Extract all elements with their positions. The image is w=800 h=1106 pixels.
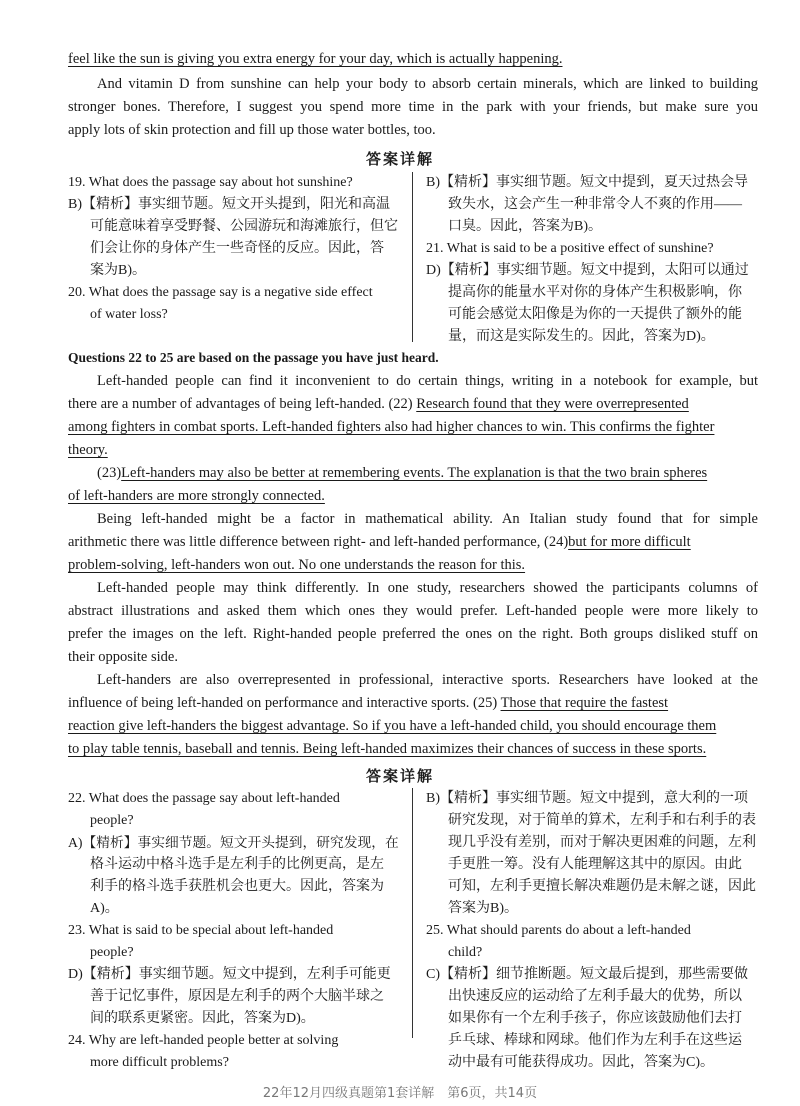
answer-21-line3: 可能会感觉太阳像是为你的一天提供了额外的能 [448, 307, 742, 322]
p2-line1 [97, 462, 758, 484]
answer-23-line2: 善于记忆事件，原因是左利手的两个大脑半球之 [90, 989, 384, 1004]
question-19: 19. What does the passage say about hot sunshine? [68, 175, 353, 190]
answers-title-2: 答案详解 [365, 767, 434, 785]
answer-23-evidence-2: of left-handers are more strongly connected. [68, 488, 325, 504]
answer-24-line1: B)【精析】事实细节题。短文中提到，意大利的一项 [426, 791, 748, 806]
question-25-line1: 25. What should parents do about a left-handed [426, 923, 691, 938]
question-24-line1: 24. Why are left-handed people better at solving [68, 1033, 339, 1048]
p5-line1: Left-handers are also overrepresented in professional, interactive sports. Researchers have looked at the [97, 672, 758, 688]
question-23-line1: 23. What is said to be special about left-handed [68, 923, 334, 938]
answers1-left-column [68, 172, 398, 326]
question-25-line2: child? [448, 945, 483, 960]
answer-25-evidence-2: reaction give left-handers the biggest advantage. So if you have a left-handed child, you should encourage them [68, 718, 717, 734]
passage1-line3: stronger bones. Therefore, I suggest you spend more time in the park with your friends, but make sure you [68, 99, 758, 115]
p3-line2 [68, 531, 758, 553]
passage1-line4: apply lots of skin protection and fill up those water bottles, too. [68, 122, 436, 138]
answer-21-line4: 量，而这是实际发生的。因此，答案为D)。 [448, 329, 715, 344]
answer-19-line4: 案为B)。 [90, 263, 146, 278]
passage1-line2: And vitamin D from sunshine can help your body to absorb certain minerals, which are linked to building [97, 76, 758, 92]
answer-23-evidence-1: Left-handers may also be better at remembering events. The explanation is that the two brain spheres [121, 465, 708, 481]
question-24-line2: more difficult problems? [90, 1055, 229, 1070]
answers1-right-column [426, 172, 760, 348]
answer-24-line4: 手更胜一筹。没有人能理解这其中的原因。由此 [448, 857, 742, 872]
p4-line2: abstract illustrations and asked them which ones they would prefer. Left-handed people were more likely to [68, 603, 758, 619]
answer-25-line3: 如果你有一个左利手孩子，你应该鼓励他们去打 [448, 1011, 742, 1026]
answer-20-line3: 口臭。因此，答案为B)。 [448, 219, 602, 234]
answer-24-line5: 可知，左利手更擅长解决难题仍是未解之谜，因此 [448, 879, 756, 894]
answer-23-line3: 间的联系更紧密。因此，答案为D)。 [90, 1011, 315, 1026]
answer-24-line2: 研究发现，对于简单的算术，左利手和右利手的表 [448, 813, 756, 828]
passage1-line1: feel like the sun is giving you extra energy for your day, which is actually happening. [68, 51, 563, 67]
answer-19-line1: B)【精析】事实细节题。短文开头提到，阳光和高温 [68, 197, 390, 212]
answer-24-evidence-1: but for more difficult [568, 534, 691, 550]
answer-21-line1: D)【精析】事实细节题。短文中提到，太阳可以通过 [426, 263, 749, 278]
answer-22-line3: 利手的格斗选手获胜机会也更大。因此，答案为 [90, 879, 384, 894]
column-divider-2 [412, 788, 413, 1038]
answer-22-evidence-1: Research found that they were overrepresented [416, 396, 689, 412]
question-22-line2: people? [90, 813, 134, 828]
answer-20-line1: B)【精析】事实细节题。短文中提到，夏天过热会导 [426, 175, 748, 190]
p1-line2-text: there are a number of advantages of being left-handed. (22) [68, 396, 417, 412]
answer-24-line6: 答案为B)。 [448, 901, 518, 916]
p5-line2 [68, 692, 758, 714]
answer-25-line5: 动中最有可能获得成功。因此，答案为C)。 [448, 1055, 714, 1070]
answer-25-line1: C)【精析】细节推断题。短文最后提到，那些需要做 [426, 967, 748, 982]
question-23-line2: people? [90, 945, 134, 960]
answer-20-line2: 致失水，这会产生一种非常令人不爽的作用—— [448, 197, 742, 212]
question-20-line1: 20. What does the passage say is a negative side effect [68, 285, 373, 300]
answer-22-evidence-3: theory. [68, 442, 108, 458]
column-divider-1 [412, 172, 413, 342]
p3-line1: Being left-handed might be a factor in mathematical ability. An Italian study found that for simple [97, 511, 758, 527]
answer-22-evidence-2: among fighters in combat sports. Left-handed fighters also had higher chances to win. This confirms the fighter [68, 419, 715, 435]
p4-line4: their opposite side. [68, 649, 178, 665]
answer-19-line3: 们会让你的身体产生一些奇怪的反应。因此，答 [90, 241, 384, 256]
answer-23-line1: D)【精析】事实细节题。短文中提到，左利手可能更 [68, 967, 391, 982]
answers2-right-column [426, 788, 760, 1074]
p4-line3: prefer the images on the left. Right-handed people preferred the ones on the right. Both groups disliked stuff on [68, 626, 758, 642]
answer-22-line2: 格斗运动中格斗选手是左利手的比例更高，是左 [90, 857, 384, 872]
answer-25-line2: 出快速反应的运动给了左利手最大的优势，所以 [448, 989, 742, 1004]
question-20-line2: of water loss? [90, 307, 168, 322]
p5-line2-text: influence of being left-handed on performance and interactive sports. (25) [68, 695, 501, 711]
p2-line1-number: (23) [97, 465, 122, 481]
question-22-line1: 22. What does the passage say about left-handed [68, 791, 340, 806]
answer-25-line4: 乒乓球、棒球和网球。他们作为左利手在这些运 [448, 1033, 742, 1048]
question-21: 21. What is said to be a positive effect of sunshine? [426, 241, 714, 256]
answer-22-line4: A)。 [90, 901, 119, 916]
p1-line1: Left-handed people can find it inconvenient to do certain things, writing in a notebook for example, but [97, 373, 758, 389]
answer-22-line1: A)【精析】事实细节题。短文开头提到，研究发现，在 [68, 835, 399, 850]
p1-line2 [68, 393, 758, 415]
page-footer: 22年12月四级真题第1套详解 第6页，共14页 [262, 1086, 538, 1101]
answers-title-1: 答案详解 [365, 150, 434, 168]
answer-24-evidence-2: problem-solving, left-handers won out. No one understands the reason for this. [68, 557, 526, 573]
answer-25-evidence-1: Those that require the fastest [500, 695, 669, 711]
p4-line1: Left-handed people may think differently. In one study, researchers showed the participants columns of [97, 580, 758, 596]
answer-25-evidence-3: to play table tennis, baseball and tennis. Being left-handed maximizes their chances of success in these sports. [68, 741, 707, 757]
p3-line2-text: arithmetic there was little difference between right- and left-handed performance, (24) [68, 534, 569, 550]
answers2-left-column [68, 788, 398, 1074]
answer-19-line2: 可能意味着享受野餐、公园游玩和海滩旅行，但它 [90, 219, 398, 234]
questions-heading: Questions 22 to 25 are based on the passage you have just heard. [68, 350, 439, 365]
answer-21-line2: 提高你的能量水平对你的身体产生积极影响，你 [448, 285, 742, 300]
answer-24-line3: 现几乎没有差别，而对于解决更困难的问题，左利 [448, 835, 756, 850]
